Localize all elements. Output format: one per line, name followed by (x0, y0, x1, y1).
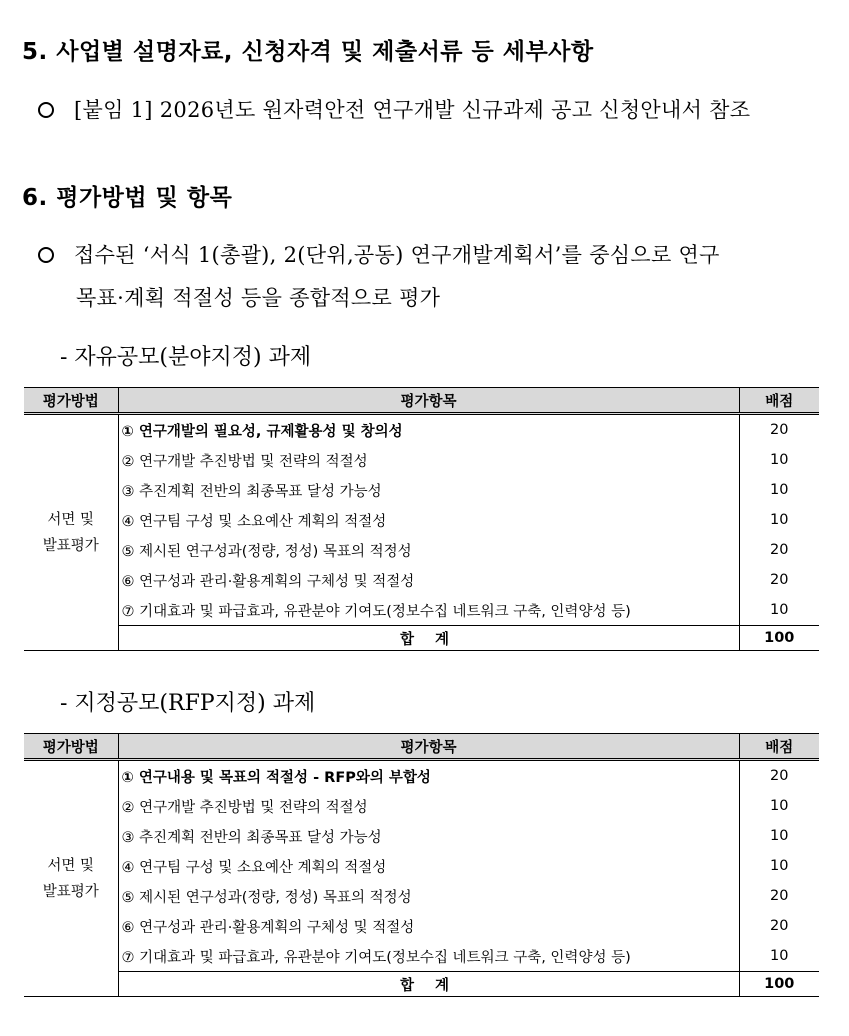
score-cell: 20 (770, 542, 789, 558)
item-cell: ⑥ 연구성과 관리·활용계획의 구체성 및 적절성 (118, 911, 739, 941)
table-row (24, 445, 819, 475)
table2-subtitle: - 지정공모(RFP지정) 과제 (60, 691, 316, 716)
score-cell: 10 (770, 482, 789, 498)
score-cell: 10 (770, 602, 789, 618)
table-row (24, 535, 819, 565)
sum-value: 100 (739, 626, 819, 651)
sum-value: 100 (739, 972, 819, 997)
item-cell: ④ 연구팀 구성 및 소요예산 계획의 적절성 (118, 505, 739, 535)
table-row (24, 414, 819, 446)
table-row (24, 851, 819, 881)
table-row (24, 595, 819, 626)
section6-title: 6. 평가방법 및 항목 (22, 185, 233, 211)
method-line2: 발표평가 (42, 883, 99, 900)
table1-subtitle: - 자유공모(분야지정) 과제 (60, 345, 312, 370)
header-score: 배점 (739, 734, 819, 760)
header-method: 평가방법 (24, 388, 118, 414)
table-row (24, 565, 819, 595)
table-header-row (24, 734, 819, 760)
evaluation-table-rfp (24, 733, 819, 997)
sum-row (24, 972, 819, 997)
item-cell: ① 연구내용 및 목표의 적절성 - RFP와의 부합성 (118, 760, 739, 792)
item-cell: ③ 추진계획 전반의 최종목표 달성 가능성 (118, 821, 739, 851)
header-item: 평가항목 (118, 388, 739, 414)
header-item: 평가항목 (118, 734, 739, 760)
item-cell: ② 연구개발 추진방법 및 전략의 적절성 (118, 445, 739, 475)
table-row (24, 760, 819, 792)
circle-bullet-icon (38, 102, 54, 118)
evaluation-table-free (24, 387, 819, 651)
item-cell: ④ 연구팀 구성 및 소요예산 계획의 적절성 (118, 851, 739, 881)
table-row (24, 881, 819, 911)
item-cell: ⑦ 기대효과 및 파급효과, 유관분야 기여도(정보수집 네트워크 구축, 인력양성 등) (118, 941, 739, 972)
item-cell: ⑤ 제시된 연구성과(정량, 정성) 목표의 적정성 (118, 535, 739, 565)
score-cell: 20 (770, 768, 789, 784)
table-row (24, 941, 819, 972)
score-cell: 10 (770, 828, 789, 844)
score-cell: 10 (770, 798, 789, 814)
item-cell: ② 연구개발 추진방법 및 전략의 적절성 (118, 791, 739, 821)
score-cell: 10 (770, 512, 789, 528)
method-cell (24, 760, 118, 997)
table-header-row (24, 388, 819, 414)
header-score: 배점 (739, 388, 819, 414)
item-cell: ⑦ 기대효과 및 파급효과, 유관분야 기여도(정보수집 네트워크 구축, 인력양성 등) (118, 595, 739, 626)
section6-bullet-line1: 접수된 ‘서식 1(총괄), 2(단위,공동) 연구개발계획서’를 중심으로 연구 (74, 243, 720, 267)
table-row (24, 505, 819, 535)
table-row (24, 475, 819, 505)
score-cell: 10 (770, 452, 789, 468)
method-line1: 서면 및 (47, 857, 95, 874)
sum-label: 합 계 (118, 626, 739, 651)
score-cell: 20 (770, 572, 789, 588)
table-row (24, 911, 819, 941)
section6-bullet (38, 239, 720, 269)
section6-bullet-line2: 목표·계획 적절성 등을 종합적으로 평가 (76, 286, 441, 310)
sum-label: 합 계 (118, 972, 739, 997)
table-row (24, 821, 819, 851)
section5-bullet-text: [붙임 1] 2026년도 원자력안전 연구개발 신규과제 공고 신청안내서 참조 (74, 98, 751, 122)
item-cell: ① 연구개발의 필요성, 규제활용성 및 창의성 (118, 414, 739, 446)
section5-title: 5. 사업별 설명자료, 신청자격 및 제출서류 등 세부사항 (22, 39, 594, 65)
header-method: 평가방법 (24, 734, 118, 760)
table-row (24, 791, 819, 821)
score-cell: 10 (770, 948, 789, 964)
method-line2: 발표평가 (42, 537, 99, 554)
item-cell: ⑤ 제시된 연구성과(정량, 정성) 목표의 적정성 (118, 881, 739, 911)
score-cell: 20 (770, 422, 789, 438)
score-cell: 20 (770, 888, 789, 904)
method-line1: 서면 및 (47, 511, 95, 528)
section5-bullet (38, 94, 750, 124)
item-cell: ③ 추진계획 전반의 최종목표 달성 가능성 (118, 475, 739, 505)
score-cell: 10 (770, 858, 789, 874)
sum-row (24, 626, 819, 651)
score-cell: 20 (770, 918, 789, 934)
method-cell (24, 414, 118, 651)
circle-bullet-icon (38, 247, 54, 263)
item-cell: ⑥ 연구성과 관리·활용계획의 구체성 및 적절성 (118, 565, 739, 595)
